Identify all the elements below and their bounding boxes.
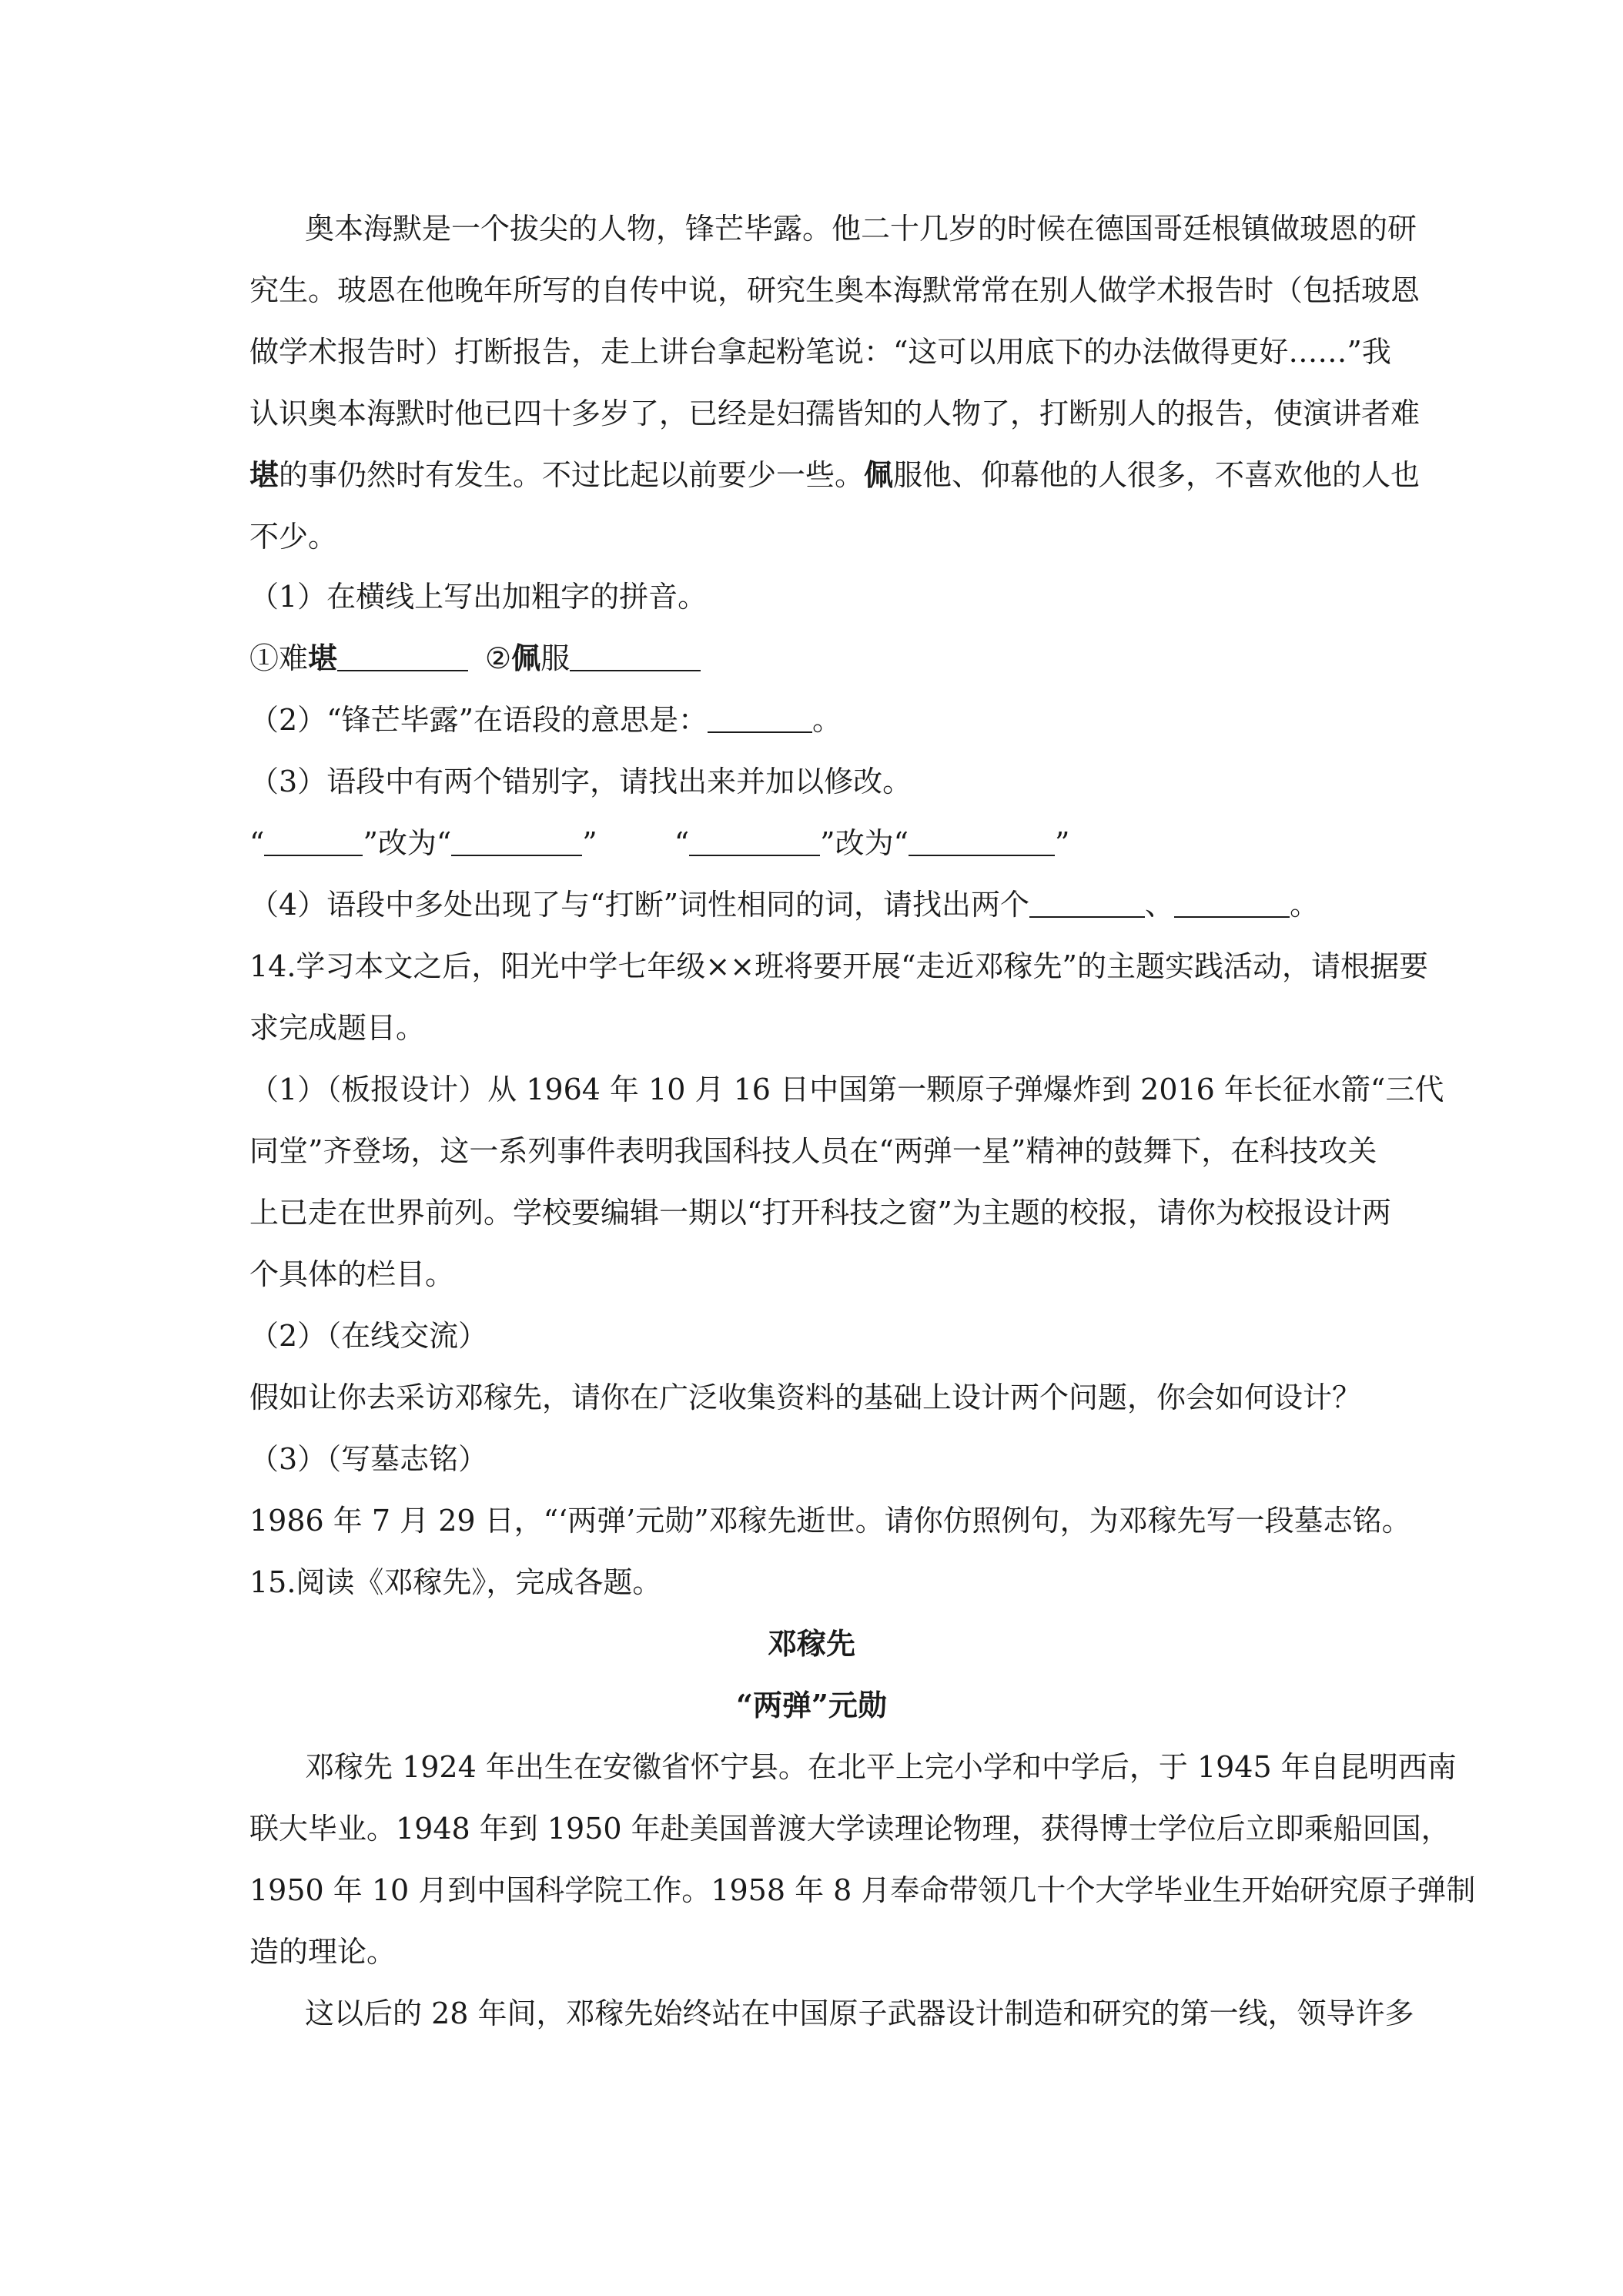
answer-blank[interactable] xyxy=(337,644,468,671)
question-13-3-answers: “ ”改为“ ” “ ”改为“ ” xyxy=(249,826,1070,860)
question-14-1-line: 个具体的栏目。 xyxy=(249,1257,455,1291)
question-14-1-line: 上已走在世界前列。学校要编辑一期以“打开科技之窗”为主题的校报，请你为校报设计两 xyxy=(249,1196,1391,1230)
question-14-line: 14.学习本文之后，阳光中学七年级××班将要开展“走近邓稼先”的主题实践活动，请根据要 xyxy=(249,949,1428,983)
question-13-1-answers: ①难堪 ②佩服 xyxy=(249,639,701,678)
question-14-line: 求完成题目。 xyxy=(249,1011,426,1045)
bold-char: 堪 xyxy=(308,641,338,675)
bold-char: 佩 xyxy=(511,641,541,675)
question-14-2-text: 假如让你去采访邓稼先，请你在广泛收集资料的基础上设计两个问题，你会如何设计？ xyxy=(249,1381,1362,1414)
question-14-1-line: （1）（板报设计）从 1964 年 10 月 16 日中国第一颗原子弹爆炸到 2016 年长征水箭“三代 xyxy=(249,1073,1444,1106)
passage-line: 不少。 xyxy=(249,520,338,554)
passage-line: 认识奥本海默时他已四十多岁了，已经是妇孺皆知的人物了，打断别人的报告，使演讲者难 xyxy=(249,397,1421,430)
question-14-3-title: （3）（写墓志铭） xyxy=(249,1442,488,1476)
article-line: 造的理论。 xyxy=(249,1935,397,1969)
answer-blank[interactable] xyxy=(264,828,363,856)
answer-blank[interactable] xyxy=(451,828,582,856)
question-13-4: （4）语段中多处出现了与“打断”词性相同的词，请找出两个 、 。 xyxy=(249,888,1320,922)
question-13-3: （3）语段中有两个错别字，请找出来并加以修改。 xyxy=(249,765,912,798)
bold-char: 佩 xyxy=(864,457,894,492)
question-15-intro: 15.阅读《邓稼先》，完成各题。 xyxy=(249,1565,662,1599)
question-13-1: （1）在横线上写出加粗字的拼音。 xyxy=(249,580,708,614)
answer-blank[interactable] xyxy=(708,705,812,733)
bold-char: 堪 xyxy=(249,457,279,492)
answer-blank[interactable] xyxy=(570,644,701,671)
article-line: 1950 年 10 月到中国科学院工作。1958 年 8 月奉命带领几十个大学毕业生开始研究原子弹制 xyxy=(249,1873,1476,1907)
passage-line: 奥本海默是一个拔尖的人物，锋芒毕露。他二十几岁的时候在德国哥廷根镇做玻恩的研 xyxy=(305,212,1417,246)
question-14-3-text: 1986 年 7 月 29 日，“‘两弹’元勋”邓稼先逝世。请你仿照例句，为邓稼先写一段墓志铭。 xyxy=(249,1504,1411,1538)
passage-line: 堪的事仍然时有发生。不过比起以前要少一些。佩服他、仰幕他的人很多，不喜欢他的人也 xyxy=(249,457,1421,492)
answer-blank[interactable] xyxy=(1174,890,1290,918)
question-14-1-line: 同堂”齐登场，这一系列事件表明我国科技人员在“两弹一星”精神的鼓舞下，在科技攻关 xyxy=(249,1134,1377,1168)
answer-blank[interactable] xyxy=(1029,890,1145,918)
answer-blank[interactable] xyxy=(689,828,820,856)
article-line: 邓稼先 1924 年出生在安徽省怀宁县。在北平上完小学和中学后，于 1945 年自昆明西南 xyxy=(305,1750,1457,1784)
article-line: 这以后的 28 年间，邓稼先始终站在中国原子武器设计制造和研究的第一线，领导许多 xyxy=(305,1996,1414,2030)
answer-blank[interactable] xyxy=(909,828,1055,856)
article-subtitle: “两弹”元勋 xyxy=(736,1688,887,1722)
passage-line: 究生。玻恩在他晚年所写的自传中说，研究生奥本海默常常在别人做学术报告时（包括玻恩 xyxy=(249,273,1421,307)
passage-line: 做学术报告时）打断报告，走上讲台拿起粉笔说：“这可以用底下的办法做得更好……”我 xyxy=(249,335,1391,369)
article-title: 邓稼先 xyxy=(767,1626,855,1661)
article-line: 联大毕业。1948 年到 1950 年赴美国普渡大学读理论物理，获得博士学位后立即乘船回国， xyxy=(249,1812,1451,1846)
question-13-2: （2）“锋芒毕露”在语段的意思是： 。 xyxy=(249,703,842,737)
question-14-2-title: （2）（在线交流） xyxy=(249,1319,488,1353)
